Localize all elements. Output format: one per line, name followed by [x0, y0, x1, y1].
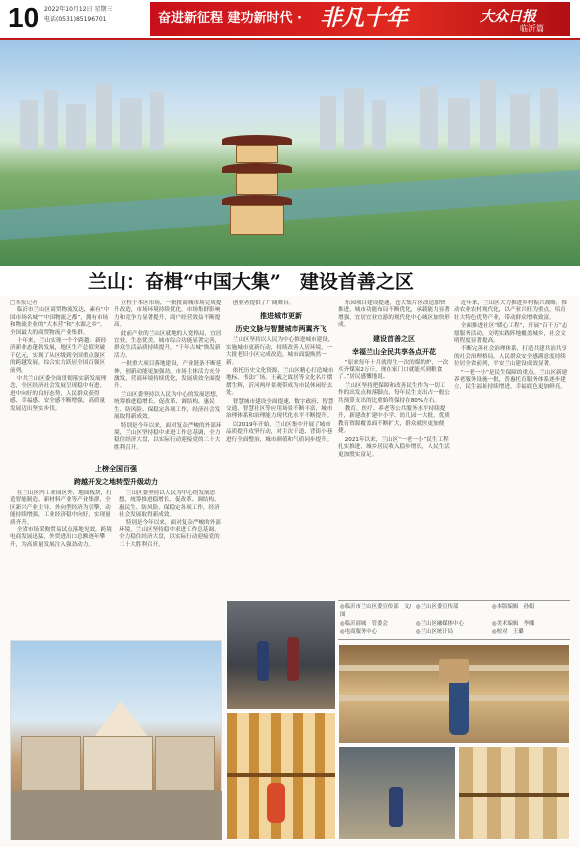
pavilion-landmark — [222, 135, 292, 245]
paragraph: 2021年以来，兰山区“一老一小”民生工程扎实推进，城乡居民收入稳步增长，人民生活更加殷实富足。 — [338, 436, 450, 458]
paragraph: 教育、医疗、养老等公共服务水平持续提升，新建改扩建中小学、幼儿园一大批，优质教育资源覆盖面不断扩大，群众就医更加便捷。 — [338, 406, 450, 435]
section-subhead: 幸福兰山全民共享各点开花 — [352, 347, 436, 356]
paragraph: 依托历史文化资源，兰山区精心打造城市地标，书法广场、王羲之故居等文化名片熠熠生辉，沂河两岸景观带成为市民休闲好去处。 — [226, 368, 334, 397]
paragraph: 全面推进社区“暖心工程”，开展“百千万”志愿服务活动，文明实践阵地覆盖城乡，社会文明程度显著提高。 — [454, 323, 568, 345]
section-subhead: 跨越开发之地转型升级动力 — [74, 478, 158, 486]
credit-line: ◎电商服务中心 — [340, 629, 378, 636]
paragraph: 立柱于本区市场，一批批商城市场完成提升改造，市场环境持续优化，市场集群影响力和竞争力显著提升，商户经营效益不断提高。 — [114, 300, 222, 329]
paragraph: 特别是今年以来，面对复杂严峻的外部环境，兰山区坚持稳中求进工作总基调，全力稳住经济大盘，以实际行动迎接党的二十大胜利召开。 — [114, 422, 222, 451]
paragraph: “原来每年十月就得生一次的煤的炉，一次买齐煤炭2万斤，现在家门口就能买到粮食了。”居民感慨地说。 — [338, 359, 449, 381]
paragraph: 一批重大项目落地建设，产业链条不断延伸，创新动能更加强劲，市场主体活力充分激发，营商环境持续优化，发展质效全面提升。 — [114, 361, 222, 390]
paper-logo: 大众日报 — [480, 9, 536, 25]
paragraph: 兰山区坚持以人民为中心推进城市建设，实施城市更新行动，持续改善人居环境，一大批老旧小区完成改造，城市面貌焕然一新。 — [226, 337, 334, 366]
paragraph: 兰山区委坚持以人民为中心的发展思想，统筹推进稳增长、促改革、调结构、惠民生、防风险、保稳定各项工作，经济社会发展取得新成效。 — [114, 391, 222, 421]
credit-line: ◎本版编辑 孙娟 — [492, 604, 535, 610]
paragraph: 创业者提供了广阔舞台。 — [232, 300, 295, 306]
credit-line: ◎兰山区统计局 — [416, 629, 454, 636]
credit-line: ◎兰山区委宣传部 — [416, 604, 459, 610]
banner-slogan: 奋进新征程 建功新时代 · — [158, 11, 302, 26]
credit-line: ◎临沂市兰山区委宣传部 文/图 — [340, 604, 412, 618]
headline-bar — [0, 266, 580, 296]
article-column-1 — [10, 300, 110, 460]
credit-line: ◎美术编辑 李娜 — [492, 620, 535, 627]
section-subhead: 建设首善之区 — [373, 334, 415, 343]
credit-line: ◎兰山区融媒体中心 — [416, 620, 464, 627]
section-subhead: 上榜全国百强 — [95, 465, 137, 473]
paragraph: 兰山区委坚持以人民为中心的发展思想，统筹推进稳增长、促改革、调结构、惠民生、防风险、保稳定各项工作，经济社会发展取得新成效。 — [119, 490, 220, 519]
byline: □本报记者 — [10, 300, 38, 306]
paragraph: 东园项目建设提速，苍大集片区改造加快推进，城市功能布局不断优化，承载能力显著增强，宜居宜业宜游的现代化中心城区加快形成。 — [338, 300, 450, 329]
credits-box — [338, 600, 570, 640]
paragraph: “一老一小”是民生保障的重点。兰山区新建养老服务设施一批，普惠托育服务体系逐步建立，民生福祉持续增进，幸福底色更加鲜亮。 — [454, 369, 568, 391]
section-subhead: 推进城市更新 — [260, 312, 302, 321]
paragraph: 十年来，兰山实现一个个跨越：新经济新业态蓬勃发展，地区生产总值突破千亿元，实现了从区级到全国重点强区的跨越发展，综合实力跃居全国百强区前列。 — [10, 338, 107, 374]
paragraph: 特别是今年以来，面对复杂严峻的外部环境，兰山区坚持稳中求进工作总基调，全力稳住经济大盘，以实际行动迎接党的二十大胜利召开。 — [119, 519, 221, 548]
paragraph: 不断完善社会治理体系，打造共建共治共享的社会治理格局，人民群众安全感满意度持续位居全省前列，平安兰山建设成效显著。 — [454, 346, 568, 368]
paragraph: 近年来，兰山区大力推进乡村振兴战略，推动农业农村现代化，以产业兴旺为重点，培育壮大特色优势产业，带动群众增收致富。 — [454, 300, 568, 321]
paragraph: 兰山区坚持把保障和改善民生作为一切工作的出发点和落脚点，每年民生支出占一般公共预算支出的比重始终保持在80%左右。 — [338, 382, 450, 404]
credits-and-photos — [338, 600, 570, 840]
edition-label: 临沂篇 — [520, 24, 544, 33]
issue-date: 2022年10月12日 星期三 — [44, 6, 113, 13]
article-column-2 — [114, 300, 222, 600]
photo-storage-aisle — [458, 746, 570, 840]
photo-street-people — [226, 600, 336, 710]
paragraph: 全省市场采购贸易试点落地见效，跨境电商发展迅猛，外贸进出口总额逐年攀升，为高质量发展注入强劲动力。 — [10, 527, 112, 548]
credit-line: ◎校对 王璐 — [492, 629, 524, 636]
photo-warehouse-worker — [338, 644, 570, 744]
photo-shelves — [226, 712, 336, 840]
article-column-5 — [454, 300, 570, 600]
hero-photo-cityscape — [0, 40, 580, 266]
paragraph: 以2019年开始，兰山区集中开展了城市品质提升攻坚行动，对主次干道、背街小巷进行全面整治，城市颜值和气质同步提升。 — [226, 421, 333, 443]
page-headline: 兰山：奋楫“中国大集” 建设首善之区 — [88, 271, 414, 293]
page-header — [0, 0, 580, 40]
banner-special-title: 非凡十年 — [320, 5, 409, 31]
paragraph: 智慧城市建设全面提速，数字政府、智慧交通、智慧社区等应用场景不断丰富，城市治理体系和治理能力现代化水平不断提升。 — [226, 398, 334, 420]
photo-market-building — [10, 640, 222, 840]
editorial-phone: 电话(0531)85196701 — [44, 16, 107, 23]
article-column-3 — [226, 300, 336, 600]
special-banner — [150, 2, 570, 36]
paragraph: 临沂市兰山区商贸物流发达，素有“中国市场名城”“中国物流之都”，拥有市场和物流企业的“大本营”和“水源之乡”。全国最大的商贸物流产业集群。 — [10, 307, 110, 336]
section-subhead: 历史文脉与智慧城市两翼齐飞 — [235, 325, 327, 334]
photo-column-middle — [226, 600, 336, 840]
paragraph: 此前产业的兰山区就地的人宽格局，宜居宜业，生态优美，城市综合功能显著完善，群众生活品质持续提升，“千年古城”焕发新活力。 — [114, 330, 222, 359]
credit-line: ◎临沂商城 管委会 — [340, 620, 388, 627]
paragraph: 中共兰山区委全面贯彻落实新发展理念，全区经济社会发展呈现稳中有进、进中向好的良好态势，人民群众获得感、幸福感、安全感不断增强，高质量发展迈出坚实步伐。 — [10, 376, 107, 412]
article-column-4 — [338, 300, 450, 600]
page-number: 10 — [8, 2, 40, 33]
photo-parcels — [338, 746, 456, 840]
photo-grid-warehouse — [338, 644, 570, 840]
paragraph: 在兰山区内工业园区外，地面板块，打造智能制造、新材料产业等产业集群，全区新兴产业主导、外向型经济为引擎，动能持续增强，工业经济稳中向好，实现量质齐升。 — [10, 490, 112, 526]
